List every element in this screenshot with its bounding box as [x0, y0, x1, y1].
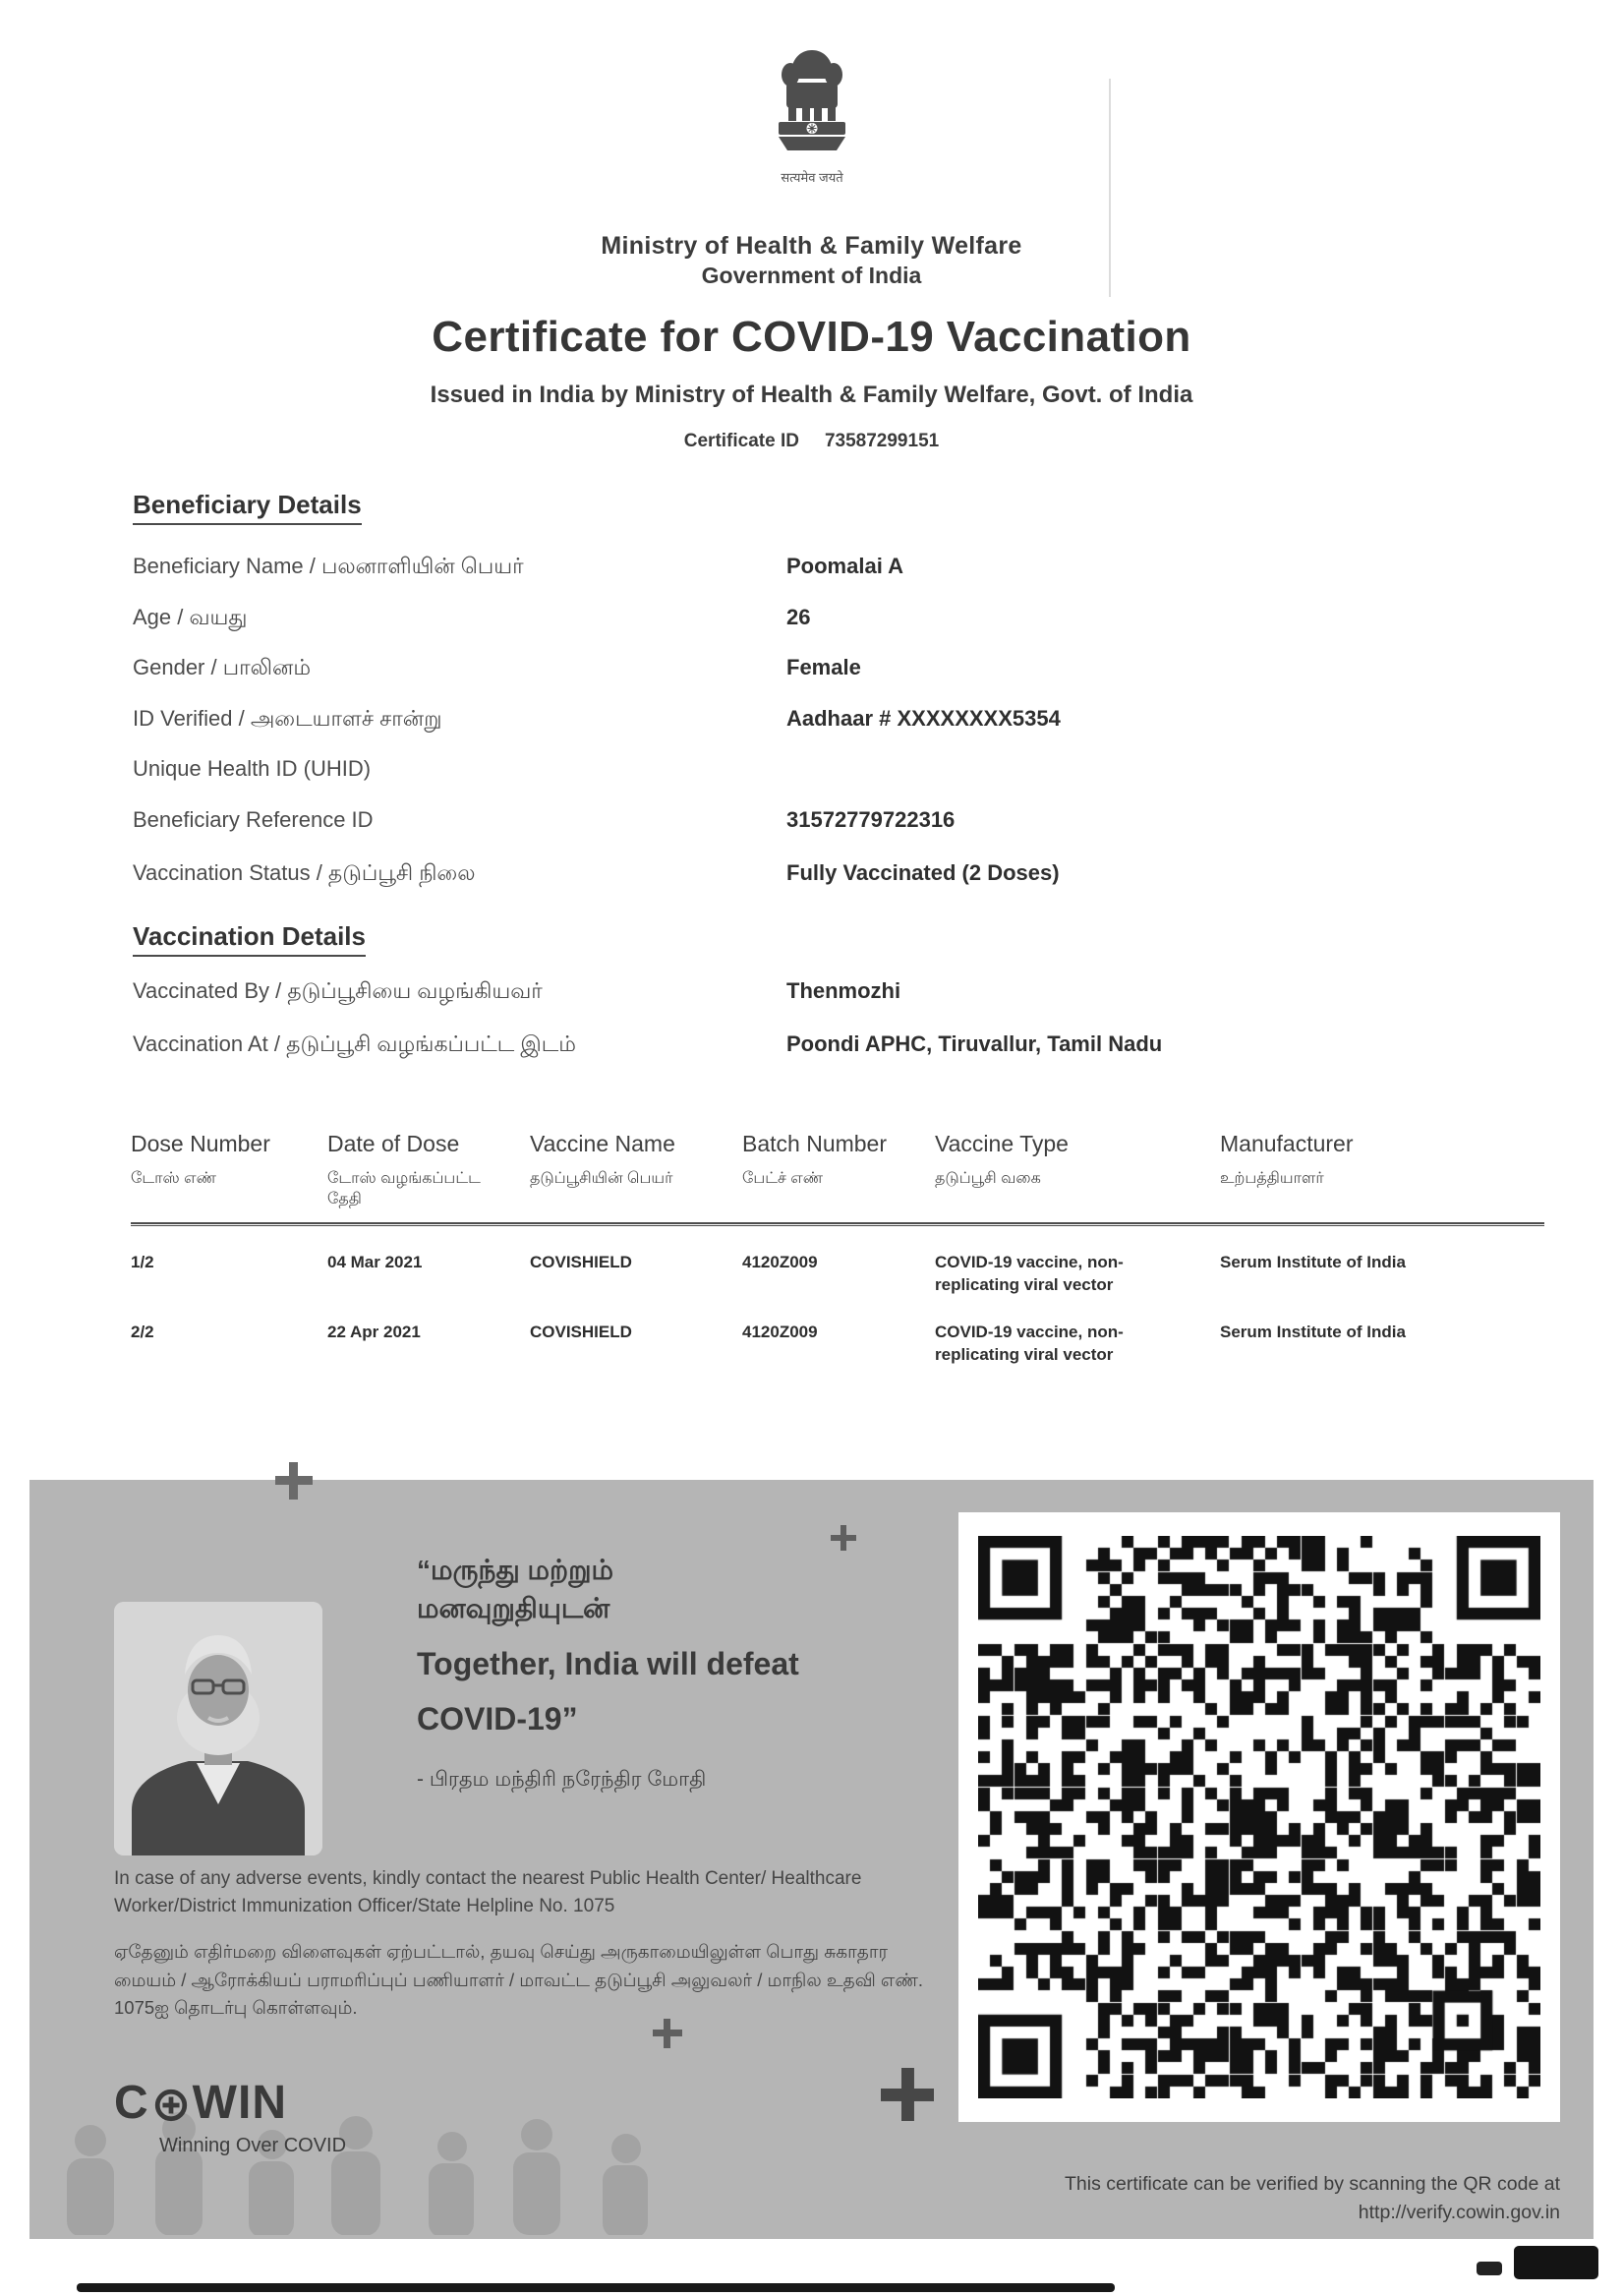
dose-cell: Serum Institute of India	[1220, 1252, 1406, 1271]
quote-tamil-line-2: மனவுறுதியுடன்	[417, 1593, 610, 1624]
col-date-of-dose: Date of Dose டோஸ் வழங்கப்பட்ட தேதி	[327, 1131, 481, 1207]
plus-icon	[831, 1525, 856, 1551]
cowin-banner	[29, 1480, 1594, 2239]
field-label: Beneficiary Name / பலனாளியின் பெயர்	[133, 554, 524, 578]
helpline-english: In case of any adverse events, kindly contact the nearest Public Health Center/ Healthcare Worker/District Immunization Officer/State Helpline No. 1075	[114, 1868, 862, 1916]
ashoka-lion-capital-icon	[761, 45, 863, 161]
table-divider	[131, 1222, 1544, 1226]
col-vaccine-name: Vaccine Name தடுப்பூசியின் பெயர்	[530, 1131, 675, 1187]
field-label: Age / வயது	[133, 605, 248, 629]
field-label: Unique Health ID (UHID)	[133, 756, 372, 781]
field-value: Poondi APHC, Tiruvallur, Tamil Nadu	[786, 1031, 1163, 1056]
col-dose-number: Dose Number டோஸ் எண்	[131, 1131, 270, 1187]
dose-row-1	[131, 1252, 1544, 1297]
field-label: ID Verified / அடையாளச் சான்று	[133, 706, 442, 731]
certificate-subtitle: Issued in India by Ministry of Health & Family Welfare, Govt. of India	[430, 382, 1193, 408]
cowin-tagline: Winning Over COVID	[159, 2135, 347, 2156]
col-batch-number: Batch Number பேட்ச் எண்	[742, 1131, 888, 1187]
dose-row-2	[131, 1322, 1544, 1367]
row-vaccination-status	[133, 860, 1538, 889]
field-label: Beneficiary Reference ID	[133, 807, 374, 832]
certificate-id-line	[0, 431, 1623, 452]
pm-photo	[114, 1602, 322, 1855]
dose-cell: COVISHIELD	[530, 1323, 632, 1342]
scan-artifact-blob	[1514, 2246, 1598, 2279]
row-vaccinated-by	[133, 978, 1538, 1007]
dose-cell: 4120Z009	[742, 1252, 818, 1271]
circle-plus-icon	[152, 2087, 190, 2124]
quote-tamil-line-1: “மருந்து மற்றும்	[417, 1555, 614, 1585]
quote-english-line-1: Together, India will defeat	[417, 1646, 799, 1682]
field-value: Thenmozhi	[786, 978, 901, 1003]
field-value: 31572779722316	[786, 807, 956, 832]
dose-table-header	[131, 1131, 1544, 1210]
field-label: Vaccination Status / தடுப்பூசி நிலை	[133, 860, 476, 885]
cowin-logo-win: WIN	[192, 2077, 287, 2129]
dose-cell: 4120Z009	[742, 1323, 818, 1342]
qr-code-panel	[958, 1512, 1560, 2122]
row-id-verified	[133, 706, 1538, 735]
field-label: Gender / பாலினம்	[133, 655, 312, 679]
row-vaccination-at	[133, 1031, 1538, 1060]
helpline-tamil: ஏதேனும் எதிர்மறை விளைவுகள் ஏற்பட்டால், தயவு செய்து அருகாமையிலுள்ள பொது சுகாதார மையம் / ஆரோக்கியப் பராமரிப்புப் பணியாளர் / மாவட்ட தடுப்பூசி அலுவலர் / மாநில உதவி எண். 1075ஐ தொடர்பு கொள்ளவும்.	[114, 1941, 924, 2019]
dose-cell: COVID-19 vaccine, non-replicating viral vector	[935, 1252, 1124, 1294]
scan-artifact-line	[1109, 79, 1111, 297]
dose-cell: COVISHIELD	[530, 1252, 632, 1271]
field-value: Poomalai A	[786, 554, 903, 578]
certificate-id-label: Certificate ID	[683, 431, 799, 451]
row-gender	[133, 655, 1538, 683]
dose-cell: 04 Mar 2021	[327, 1252, 423, 1271]
field-label: Vaccination At / தடுப்பூசி வழங்கப்பட்ட இடம்	[133, 1031, 576, 1056]
field-label: Vaccinated By / தடுப்பூசியை வழங்கியவர்	[133, 978, 543, 1003]
emblem-motto: सत्यमेव जयते	[781, 170, 843, 185]
col-manufacturer: Manufacturer உற்பத்தியாளர்	[1220, 1131, 1354, 1187]
beneficiary-details-heading: Beneficiary Details	[133, 490, 362, 525]
verify-line-1: This certificate can be verified by scanning the QR code at	[1064, 2173, 1560, 2195]
verify-line-2: http://verify.cowin.gov.in	[1358, 2202, 1560, 2224]
cowin-logo-c: C	[114, 2077, 149, 2129]
certificate-title: Certificate for COVID-19 Vaccination	[432, 313, 1191, 361]
col-vaccine-type: Vaccine Type தடுப்பூசி வகை	[935, 1131, 1069, 1187]
quote-english-line-2: COVID-19”	[417, 1700, 578, 1737]
dose-cell: Serum Institute of India	[1220, 1323, 1406, 1342]
vaccination-details-heading: Vaccination Details	[133, 921, 366, 957]
quote-attribution: - பிரதம மந்திரி நரேந்திர மோதி	[417, 1767, 707, 1791]
plus-icon	[275, 1462, 313, 1500]
pm-portrait-graphic	[114, 1602, 322, 1855]
dose-cell: COVID-19 vaccine, non-replicating viral vector	[935, 1323, 1124, 1365]
government-name: Government of India	[701, 263, 922, 288]
field-value: Fully Vaccinated (2 Doses)	[786, 860, 1060, 885]
plus-icon	[653, 2019, 682, 2048]
scan-artifact-bar	[77, 2283, 1115, 2292]
field-value: Female	[786, 655, 861, 679]
cowin-logo	[114, 2076, 287, 2130]
field-value: 26	[786, 605, 811, 629]
dose-cell: 22 Apr 2021	[327, 1323, 421, 1342]
certificate-id-value: 73587299151	[824, 431, 940, 451]
pm-quote	[417, 1551, 799, 1794]
verify-note	[1065, 2170, 1560, 2228]
dose-cell: 2/2	[131, 1323, 154, 1342]
row-age	[133, 605, 1538, 633]
row-uhid	[133, 756, 1538, 782]
national-emblem	[733, 45, 891, 186]
row-beneficiary-name	[133, 554, 1538, 582]
qr-code	[978, 1536, 1540, 2098]
field-value: Aadhaar # XXXXXXXX5354	[786, 706, 1061, 731]
row-reference-id	[133, 807, 1538, 833]
dose-table	[131, 1131, 1544, 1367]
ministry-name: Ministry of Health & Family Welfare	[601, 232, 1022, 260]
scan-artifact-blob	[1477, 2262, 1502, 2275]
plus-icon	[881, 2068, 934, 2121]
dose-cell: 1/2	[131, 1252, 154, 1271]
